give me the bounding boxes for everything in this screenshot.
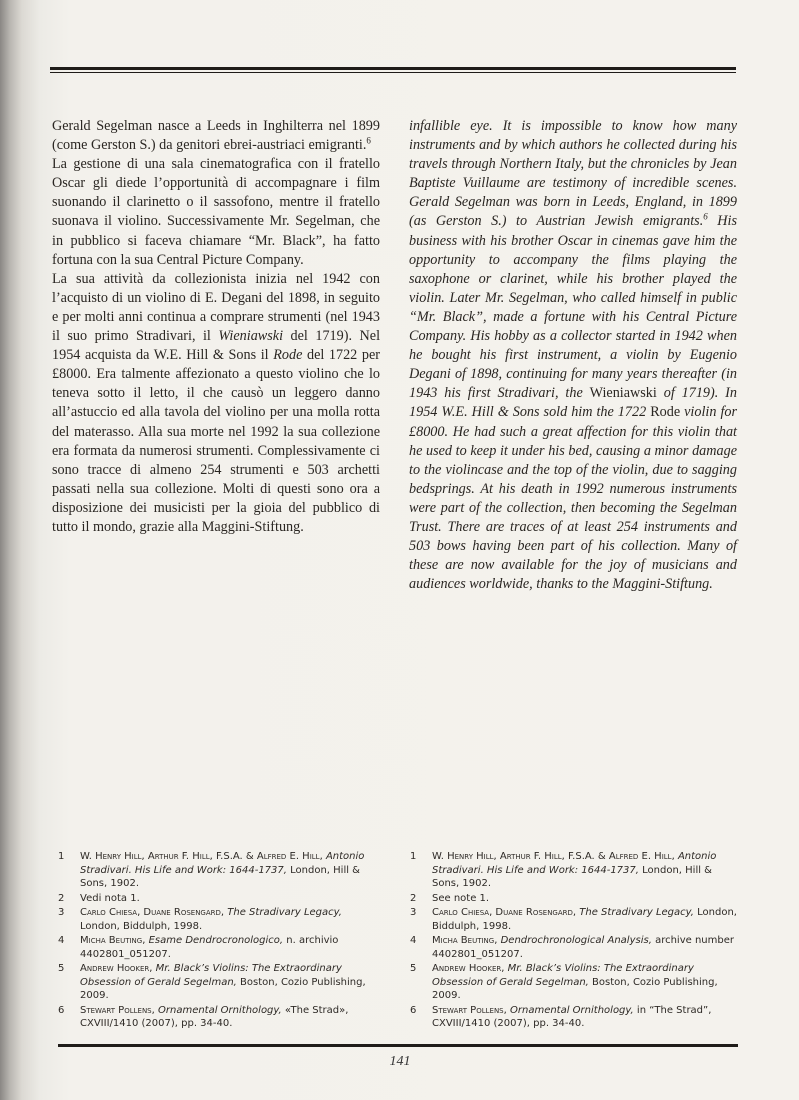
footnote-item [58,962,383,1003]
footnote-text: See note 1. [432,892,490,904]
footnote-number: 1 [410,851,417,862]
italian-paragraph-3: La sua attività da collezionista inizia nel 1942 con l’acquisto di un violino di E. Degani del 1898, in seguito e per molti anni continua a comprare strumenti (nel 1943 il suo primo Stradivari, il Wieniawski del 1719). Nel 1954 acquista da W.E. Hill & Sons il Rode del 1722 per £8000. Era talmente affezionato a questo violino che lo teneva sotto il letto, il che causò un leggero danno all’astuccio ed alla tavola del violino per una molla rotta del materasso. Alla sua morte nel 1992 la sua collezione era formata da numerosi strumenti. Complessivamente ci sono tracce di almeno 254 strumenti e 503 archetti passati nella sua collezione. Molti di questi sono ora a disposizione dei musicisti per la gioia del pubblico di tutto il mondo, grazie alla Maggini-Stiftung. [52,270,381,535]
footnote-text: W. Henry Hill, Arthur F. Hill, F.S.A. & Alfred E. Hill, Antonio Stradivari. His Life and Work: 1644-1737, London, Hill & Sons, 1902. [432,851,717,889]
footnote-number: 4 [58,935,65,946]
footnote-text: Stewart Pollens, Ornamental Ornithology, in “The Strad”, CXVIII/1410 (2007), pp. 34-40. [432,1004,712,1029]
top-rule [50,67,736,73]
footnote-item [58,850,383,891]
italian-column [52,117,380,537]
english-paragraph: infallible eye. It is impossible to know how many instruments and by which authors he collected during his travels through Northern Italy, but the chronicles by Jean Baptiste Vuillaume are testimony of incredible scenes. Gerald Segelman was born in Leeds, England, in 1899 (as Gerston S.) to Austrian Jewish emigrants.$^6$ His business with his brother Oscar in cinemas gave him the opportunity to accompany the films playing the saxophone or clarinet, while his brother played the violin. Later Mr. Segelman, who called himself in public “Mr. Black”, made a fortune with his Central Picture Company. His hobby as a collector started in 1942 when he bought his first instrument, a violin by Eugenio Degani of 1898, continuing for many years thereafter (in 1943 his first Stradivari, the Wieniawski of 1719). In 1954 W.E. Hill & Sons sold him the 1722 Rode violin for £8000. He had such a great affection for this violin that he used to keep it under his bed, causing a minor damage to the violincase and the top of the violin, due to sagging bedsprings. At his death in 1992 numerous instruments were part of the collection, then becoming the Segelman Trust. There are traces of at least 254 instruments and 503 bows having been part of his collection. Many of these are now available for the joy of musicians and audiences worldwide, thanks to the Maggini-Stiftung. [409,118,738,593]
footnote-number: 5 [58,963,65,974]
footnote-item [58,906,383,933]
footnote-text: Andrew Hooker, Mr. Black’s Violins: The Extraordinary Obsession of Gerald Segelman, Boston, Cozio Publishing, 2009. [80,963,366,1001]
footnote-text: Vedi nota 1. [80,892,140,904]
footnotes-english [410,850,742,1032]
footnote-item [58,1004,383,1031]
footnote-text: Carlo Chiesa, Duane Rosengard, The Stradivary Legacy, London, Biddulph, 1998. [80,907,342,932]
footnote-text: Carlo Chiesa, Duane Rosengard, The Stradivary Legacy, London, Biddulph, 1998. [432,907,737,932]
page-number: 141 [389,1054,411,1069]
footnotes-italian [58,850,383,1032]
footnote-text: W. Henry Hill, Arthur F. Hill, F.S.A. & Alfred E. Hill, Antonio Stradivari. His Life and Work: 1644-1737, London, Hill & Sons, 1902. [80,851,365,889]
footnote-item [58,934,383,961]
italian-paragraph-1: Gerald Segelman nasce a Leeds in Inghilterra nel 1899 (come Gerston S.) da genitori ebrei-austriaci emigranti.$^6$ [52,118,380,154]
footnote-text: Andrew Hooker, Mr. Black’s Violins: The Extraordinary Obsession of Gerald Segelman, Boston, Cozio Publishing, 2009. [432,963,718,1001]
footnote-number: 4 [410,935,417,946]
footnote-text: Micha Beuting, Esame Dendrocronologico, n. archivio 4402801_051207. [80,935,339,960]
footnote-ref: 6 [366,135,371,146]
footnote-item [410,906,742,933]
footnote-item [58,892,383,906]
footnote-number: 1 [58,851,65,862]
footnote-number: 6 [58,1004,65,1016]
footnote-number: 3 [58,907,65,918]
footnote-text: Stewart Pollens, Ornamental Ornithology, «The Strad», CXVIII/1410 (2007), pp. 34-40. [80,1004,349,1029]
footnote-text: Micha Beuting, Dendrochronological Analysis, archive number 4402801_051207. [432,935,734,960]
italian-paragraph-2: La gestione di una sala cinematografica con il fratello Oscar gli diede l’opportunità di accompagnare i film suonando il clarinetto o il sassofono, mentre il fratello suonava il violino. Successivamente Mr. Segelman, che in pubblico si faceva chiamare “Mr. Black”, ha fatto fortuna con la sua Central Picture Company. [52,156,380,268]
footnote-item [410,1004,742,1031]
footnote-item [410,962,742,1003]
footnote-number: 2 [410,892,417,904]
footnote-item [410,934,742,961]
footnote-number: 3 [410,907,417,918]
bottom-rule [58,1044,738,1047]
footnote-ref: 6 [703,211,708,222]
footnote-number: 5 [410,963,417,974]
english-column [409,117,737,594]
footnote-item [410,892,742,906]
footnote-item [410,850,742,891]
footnote-number: 2 [58,892,65,904]
footnote-number: 6 [410,1004,417,1016]
